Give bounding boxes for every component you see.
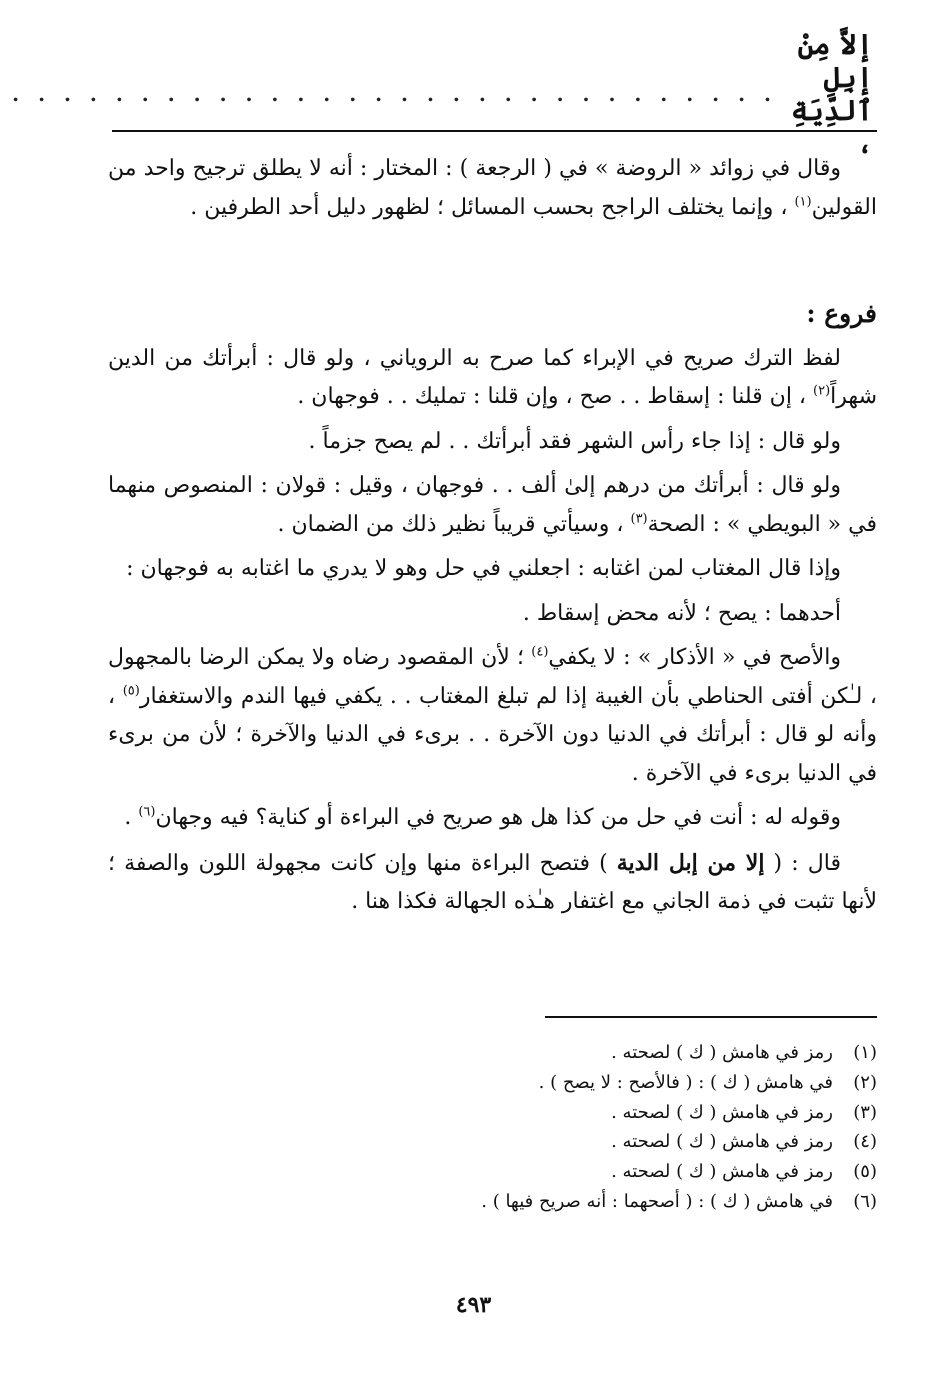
footnote-item (300, 1038, 877, 1068)
footnotes (300, 1038, 877, 1217)
footnote-ref-5[interactable]: (٥) (122, 683, 140, 699)
paragraph-4 (108, 467, 877, 544)
footnote-number: (٢) (853, 1071, 877, 1093)
running-title: إلاَّ مِنْ إبِلِ ٱلدِّيَةِ ، (790, 28, 873, 160)
paragraph-2-text: لفظ الترك صريح في الإبراء كما صرح به الروياني ، ولو قال : أبرأتك من الدين شهراً (108, 345, 877, 409)
paragraph-8 (108, 799, 877, 838)
paragraph-2 (108, 340, 877, 417)
paragraph-6: أحدهما : يصح ؛ لأنه محض إسقاط . (522, 600, 841, 626)
paragraph-8-tail: . (124, 805, 139, 830)
footnote-ref-3[interactable]: (٣) (630, 511, 648, 527)
footnote-ref-6[interactable]: (٦) (138, 804, 156, 820)
paragraph-7-text: والأصح في « الأذكار » : لا يكفي (548, 645, 841, 670)
paragraph-9 (108, 844, 877, 922)
header-rule (112, 130, 877, 132)
paragraph-9-text: ) فتصح البراءة منها وإن كانت مجهولة اللون والصفة ؛ لأنها تثبت في ذمة الجاني مع اغتفار هـٰذه الجهالة فكذا هنا . (108, 850, 877, 914)
footnote-text: في هامش ( ك ) : ( أصحهما : أنه صريح فيها ) . (481, 1190, 833, 1212)
section-title: فروع : (806, 299, 877, 328)
footnote-text: في هامش ( ك ) : ( فالأصح : لا يصح ) . (538, 1071, 833, 1093)
footnote-item (300, 1068, 877, 1098)
footnote-ref-4[interactable]: (٤) (531, 644, 549, 660)
paragraph-9-lead: قال : ( (764, 850, 841, 876)
paragraph-1-text: وقال في زوائد « الروضة » في ( الرجعة ) : المختار : أنه لا يطلق ترجيح واحد من القولين (108, 156, 877, 220)
footnote-ref-1[interactable]: (١) (794, 194, 812, 210)
paragraph-2-tail: ، إن قلنا : إسقاط . . صح ، وإن قلنا : تمليك . . فوجهان . (297, 384, 814, 409)
footnote-number: (٥) (853, 1161, 877, 1183)
footnote-item (300, 1187, 877, 1217)
paragraph-1 (108, 150, 877, 227)
footnote-text: رمز في هامش ( ك ) لصحته . (611, 1101, 833, 1123)
paragraph-3: ولو قال : إذا جاء رأس الشهر فقد أبرأتك . . لم يصح جزماً . (308, 428, 841, 454)
footnote-item (300, 1127, 877, 1157)
main-text (108, 150, 877, 928)
running-header (12, 28, 873, 160)
paragraph-8-text: وقوله له : أنت في حل من كذا هل هو صريح في البراءة أو كناية؟ فيه وجهان (155, 805, 841, 830)
footnote-number: (٤) (853, 1131, 877, 1153)
footnote-item (300, 1098, 877, 1128)
footnote-item (300, 1157, 877, 1187)
paragraph-4-text: ولو قال : أبرأتك من درهم إلىٰ ألف . . فوجهان ، وقيل : قولان : المنصوص منهما في « البويطي » : الصحة (108, 473, 877, 537)
footnote-number: (١) (853, 1042, 877, 1063)
footnote-number: (٦) (853, 1190, 877, 1212)
footnote-ref-2[interactable]: (٢) (813, 383, 831, 399)
paragraph-5: وإذا قال المغتاب لمن اغتابه : اجعلني في حل وهو لا يدري ما اغتابه به فوجهان : (126, 556, 841, 581)
footnote-text: رمز في هامش ( ك ) لصحته . (611, 1161, 833, 1183)
paragraph-4-tail: ، وسيأتي قريباً نظير ذلك من الضمان . (277, 511, 631, 537)
paragraph-7 (108, 639, 877, 793)
paragraph-7-tail: ، وأنه لو قال : أبرأتك في الدنيا دون الآخرة . . برىء في الدنيا والآخرة ؛ لأن من برىء في الدنيا برىء في الآخرة . (108, 683, 877, 786)
footnote-text: رمز في هامش ( ك ) لصحته . (611, 1042, 833, 1063)
paragraph-1-tail: ، وإنما يختلف الراجح بحسب المسائل ؛ لظهور دليل أحد الطرفين . (190, 194, 795, 220)
footnote-number: (٣) (853, 1101, 877, 1123)
paragraph-7-mid: ؛ لأن المقصود رضاه ولا يمكن الرضا بالمجهول ، لـٰكن أفتى الحناطي بأن الغيبة إذا لم تبلغ المغتاب . . يكفي فيها الندم والاستغفار (108, 645, 878, 709)
leader-dots: . . . . . . . . . . . . . . . . . . . . . . . . . . . . . . (12, 82, 777, 106)
footnote-text: رمز في هامش ( ك ) لصحته . (611, 1131, 833, 1153)
footnote-rule (545, 1016, 877, 1018)
page-number: ٤٩٣ (455, 1292, 492, 1318)
matn-quote: إلا من إبل الدية (616, 849, 765, 876)
